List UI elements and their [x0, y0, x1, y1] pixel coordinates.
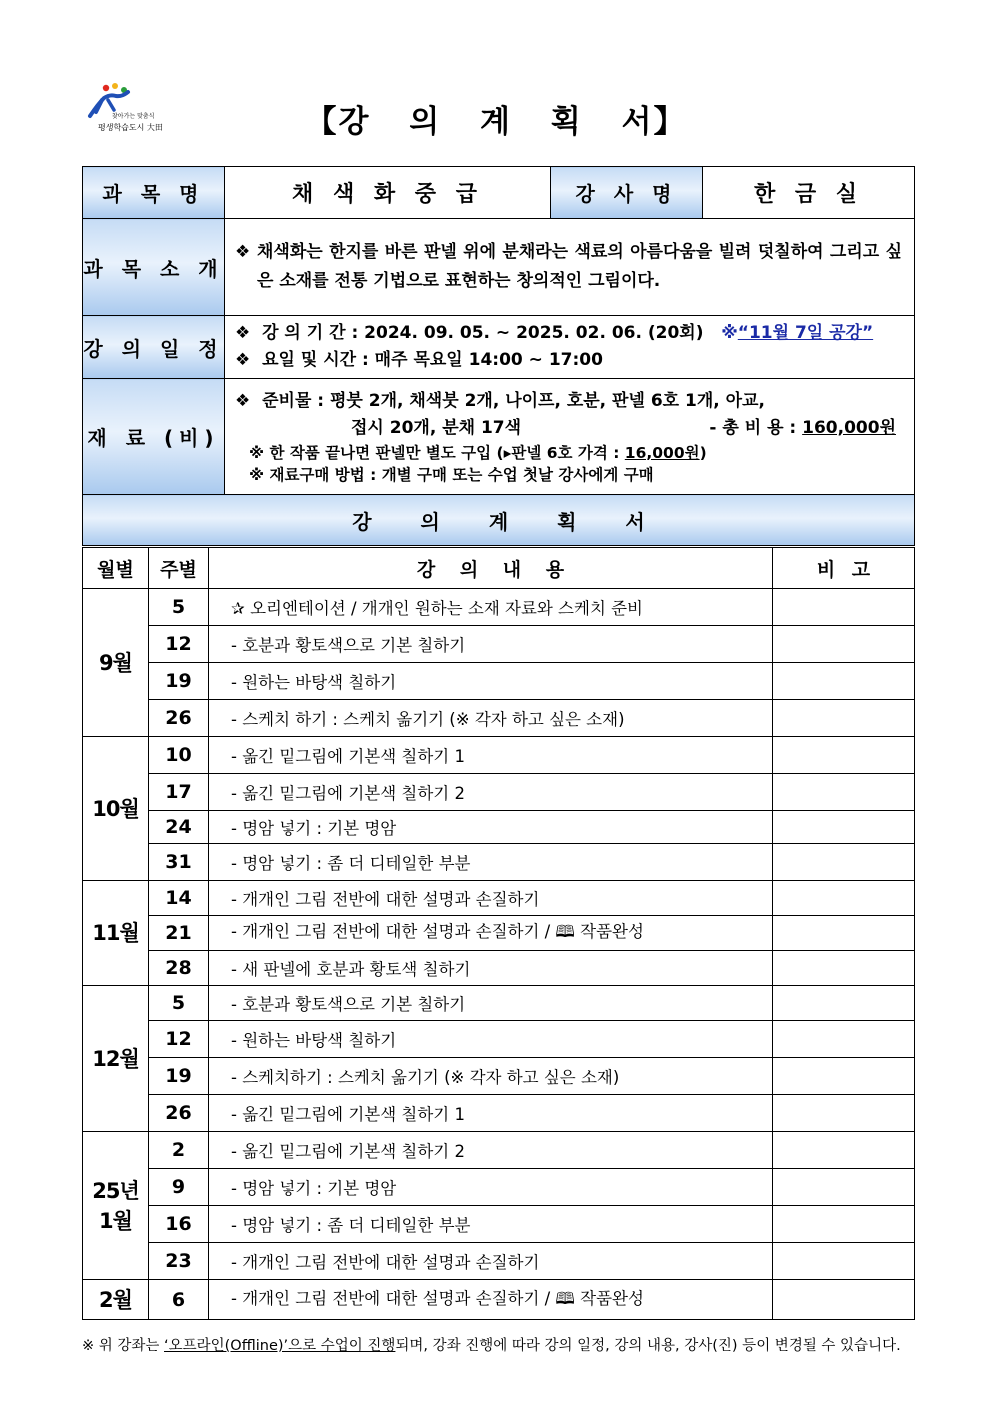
content-cell: - 개개인 그림 전반에 대한 설명과 손질하기: [209, 881, 773, 916]
period-text: 강 의 기 간 : 2024. 09. 05. ~ 2025. 02. 06. (20회): [262, 323, 704, 343]
content-cell: - 옮긴 밑그림에 기본색 칠하기 2: [209, 1132, 773, 1169]
remarks-cell: [773, 951, 915, 986]
diamond-bullet-icon: ❖: [235, 350, 251, 370]
table-row: [83, 774, 915, 811]
content-cell: ✰ 오리엔테이션 / 개개인 원하는 소재 자료와 스케치 준비: [209, 589, 773, 626]
table-row: [83, 1095, 915, 1132]
table-row: [83, 700, 915, 737]
purchase-method-note: ※ 재료구매 방법 : 개별 구매 또는 수업 첫날 강사에게 구매: [249, 465, 654, 484]
remarks-header: 비 고: [773, 548, 915, 589]
month-label: 10월: [92, 796, 139, 821]
document-title: 【강 의 계 획 서】: [305, 104, 687, 140]
material-label: 재 료 (비): [83, 379, 225, 495]
table-row: [83, 916, 915, 951]
month-label: 12월: [92, 1046, 139, 1071]
footer-suffix: 되며, 강좌 진행에 따라 강의 일정, 강의 내용, 강사(진) 등이 변경될 수 있습니다.: [395, 1338, 901, 1354]
intro-cell: [225, 219, 915, 316]
diamond-bullet-icon: ❖: [235, 323, 251, 343]
logo-city-name: 평생학습도시 大田: [98, 123, 163, 132]
table-row: [83, 1169, 915, 1206]
content-cell: - 호분과 황토색으로 기본 칠하기: [209, 986, 773, 1021]
content-cell: - 새 판넬에 호분과 황토색 칠하기: [209, 951, 773, 986]
panel-note-prefix: ※ 한 작품 끝나면 판넬만 별도 구입 (▸판넬 6호 가격 :: [249, 443, 625, 462]
content-cell: - 원하는 바탕색 칠하기: [209, 1021, 773, 1058]
table-row: [83, 881, 915, 916]
diamond-bullet-icon: ❖: [235, 242, 251, 262]
week-cell: 24: [149, 811, 209, 844]
intro-label: 과 목 소 개: [83, 219, 225, 316]
period-note: ※“11월 7일 공강”: [721, 323, 874, 343]
week-cell: 5: [149, 589, 209, 626]
month-cell: [83, 1280, 149, 1320]
material-cell: ❖ 준비물 : 평붓 2개, 채색붓 2개, 나이프, 호분, 판넬 6호 1개, 아교, 접시 20개, 분채 17색 - 총 비 용 : 160,000원 ※ 한 작품 끝나면 판넬만 별도 구입 (▸판넬 6호 가격 : 16,000원) ※ 재료구매 방법 : 개별 구매 또는 수업 첫날 강사에게 구매: [225, 379, 915, 495]
schedule-label: 강 의 일 정: [83, 316, 225, 379]
total-cost-value: 160,000원: [802, 417, 896, 438]
time-text: 요일 및 시간 : 매주 목요일 14:00 ~ 17:00: [262, 350, 603, 370]
table-row: [83, 1058, 915, 1095]
instructor-label: 강 사 명: [551, 167, 703, 219]
remarks-cell: [773, 1169, 915, 1206]
table-row: [83, 626, 915, 663]
panel-price: 16,000원: [624, 443, 700, 462]
footer-emphasis: ‘오프라인(Offline)’으로 수업이 진행: [164, 1338, 396, 1354]
table-row: [83, 844, 915, 881]
week-cell: 28: [149, 951, 209, 986]
remarks-cell: [773, 663, 915, 700]
content-cell: - 개개인 그림 전반에 대한 설명과 손질하기 / 🕮 작품완성: [209, 916, 773, 951]
content-cell: - 개개인 그림 전반에 대한 설명과 손질하기 / 🕮 작품완성: [209, 1280, 773, 1320]
week-cell: 5: [149, 986, 209, 1021]
remarks-cell: [773, 1132, 915, 1169]
month-label: 9월: [99, 650, 132, 675]
table-row: [83, 1243, 915, 1280]
remarks-cell: [773, 774, 915, 811]
content-cell: - 호분과 황토색으로 기본 칠하기: [209, 626, 773, 663]
week-cell: 12: [149, 626, 209, 663]
week-cell: 2: [149, 1132, 209, 1169]
table-row: [83, 1132, 915, 1169]
month-cell: [83, 986, 149, 1132]
intro-text: 채색화는 한지를 바른 판넬 위에 분채라는 색료의 아름다움을 빌려 덧칠하여 그리고 싶은 소재를 전통 기법으로 표현하는 창의적인 그림이다.: [257, 242, 902, 291]
footer-prefix: ※ 위 강좌는: [82, 1338, 165, 1354]
materials-line-2: 접시 20개, 분채 17색: [351, 417, 522, 438]
remarks-cell: [773, 626, 915, 663]
table-row: [83, 986, 915, 1021]
week-cell: 31: [149, 844, 209, 881]
month-cell: [83, 1132, 149, 1280]
footer-note: [82, 1337, 902, 1355]
subject-label: 과 목 명: [83, 167, 225, 219]
content-cell: - 옮긴 밑그림에 기본색 칠하기 2: [209, 774, 773, 811]
course-info-table: [82, 166, 915, 546]
month-cell: [83, 589, 149, 737]
content-cell: - 원하는 바탕색 칠하기: [209, 663, 773, 700]
schedule-cell: [225, 316, 915, 379]
week-cell: 6: [149, 1280, 209, 1320]
remarks-cell: [773, 811, 915, 844]
content-cell: - 옮긴 밑그림에 기본색 칠하기 1: [209, 737, 773, 774]
week-cell: 21: [149, 916, 209, 951]
remarks-cell: [773, 737, 915, 774]
week-cell: 19: [149, 1058, 209, 1095]
table-row: [83, 663, 915, 700]
month-cell: [83, 881, 149, 986]
table-row: [83, 811, 915, 844]
content-header: 강 의 내 용: [209, 548, 773, 589]
remarks-cell: [773, 1058, 915, 1095]
remarks-cell: [773, 1243, 915, 1280]
remarks-cell: [773, 1280, 915, 1320]
remarks-cell: [773, 1206, 915, 1243]
remarks-cell: [773, 589, 915, 626]
month-label: 11월: [92, 921, 139, 945]
table-row: [83, 1206, 915, 1243]
week-cell: 26: [149, 1095, 209, 1132]
month-label: 25년: [92, 1178, 139, 1203]
content-cell: - 명암 넣기 : 좀 더 디테일한 부분: [209, 844, 773, 881]
remarks-cell: [773, 916, 915, 951]
month-label: 1월: [99, 1208, 132, 1233]
month-label: 2월: [99, 1287, 132, 1312]
plan-section-header: 강 의 계 획 서: [83, 495, 915, 546]
instructor-value: 한 금 실: [703, 167, 915, 219]
diamond-bullet-icon: ❖: [235, 390, 251, 411]
month-header: 월별: [83, 548, 149, 589]
lecture-plan-table: [82, 547, 915, 1320]
week-cell: 9: [149, 1169, 209, 1206]
total-cost-label: - 총 비 용 :: [709, 417, 797, 438]
remarks-cell: [773, 1021, 915, 1058]
content-cell: - 명암 넣기 : 좀 더 디테일한 부분: [209, 1206, 773, 1243]
table-row: [83, 589, 915, 626]
content-cell: - 명암 넣기 : 기본 명암: [209, 811, 773, 844]
week-cell: 26: [149, 700, 209, 737]
week-cell: 12: [149, 1021, 209, 1058]
content-cell: - 스케치하기 : 스케치 옮기기 (※ 각자 하고 싶은 소재): [209, 1058, 773, 1095]
content-cell: - 옮긴 밑그림에 기본색 칠하기 1: [209, 1095, 773, 1132]
remarks-cell: [773, 986, 915, 1021]
remarks-cell: [773, 844, 915, 881]
table-row: [83, 737, 915, 774]
week-cell: 17: [149, 774, 209, 811]
materials-line-1: 준비물 : 평붓 2개, 채색붓 2개, 나이프, 호분, 판넬 6호 1개, 아교,: [262, 390, 765, 411]
week-cell: 19: [149, 663, 209, 700]
week-header: 주별: [149, 548, 209, 589]
remarks-cell: [773, 881, 915, 916]
week-cell: 14: [149, 881, 209, 916]
subject-value: 채 색 화 중 급: [225, 167, 551, 219]
content-cell: - 명암 넣기 : 기본 명암: [209, 1169, 773, 1206]
content-cell: - 스케치 하기 : 스케치 옮기기 (※ 각자 하고 싶은 소재): [209, 700, 773, 737]
content-cell: - 개개인 그림 전반에 대한 설명과 손질하기: [209, 1243, 773, 1280]
table-row: [83, 1021, 915, 1058]
week-cell: 16: [149, 1206, 209, 1243]
remarks-cell: [773, 1095, 915, 1132]
remarks-cell: [773, 700, 915, 737]
week-cell: 10: [149, 737, 209, 774]
table-row: [83, 951, 915, 986]
logo-tagline: 찾아가는 맞춤식: [112, 113, 155, 120]
table-row: [83, 1280, 915, 1320]
week-cell: 23: [149, 1243, 209, 1280]
month-cell: [83, 737, 149, 881]
